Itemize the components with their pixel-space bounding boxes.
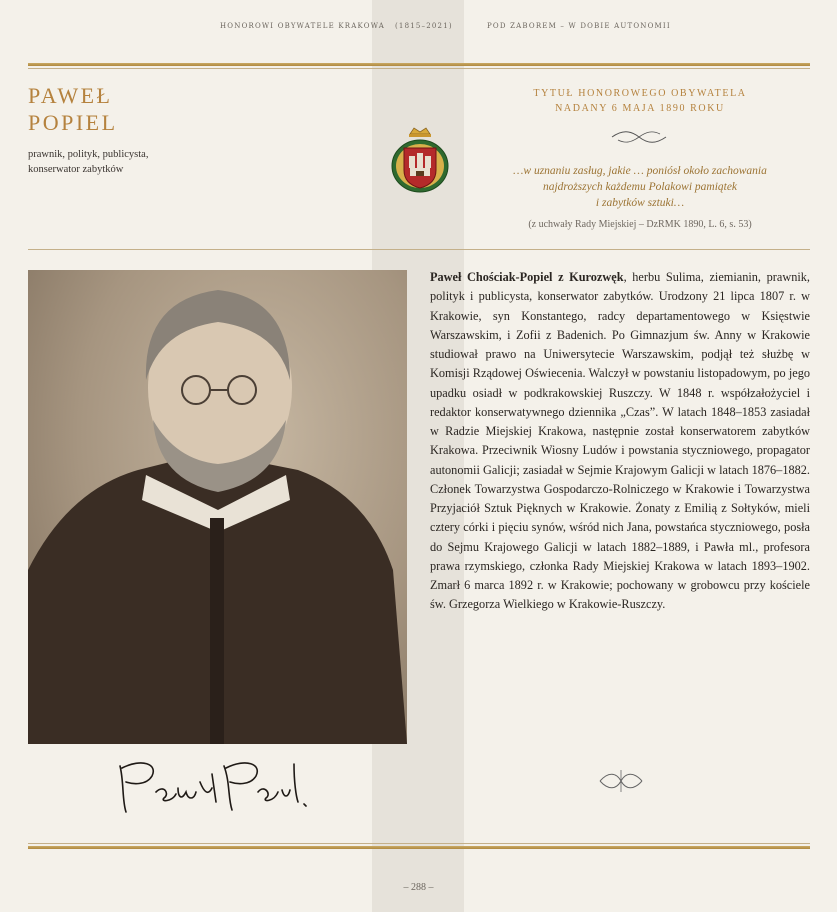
person-roles-line2: konserwator zabytków: [28, 164, 124, 175]
running-head-middle: (1815–2021): [395, 22, 453, 30]
honor-title-line1: TYTUŁ HONOROWEGO OBYWATELA: [533, 88, 747, 99]
biography-text: [430, 268, 810, 615]
bottom-rule-thin: [28, 843, 810, 844]
person-name: [28, 82, 118, 136]
person-name-line2: POPIEL: [28, 110, 118, 135]
top-rule-thin: [28, 68, 810, 69]
running-head-right: POD ZABOREM – W DOBIE AUTONOMII: [487, 22, 671, 30]
biography-lead: Paweł Chościak-Popiel z Kurozwęk: [430, 270, 624, 284]
top-rule: [28, 63, 810, 66]
honor-title: [470, 86, 810, 116]
honor-quote-line2: najdroższych każdemu Polakowi pamiątek: [542, 181, 738, 193]
honor-quote-line3: i zabytków sztuki…: [595, 197, 685, 209]
portrait-photo: [28, 270, 407, 744]
flourish-ornament-icon: [608, 128, 670, 146]
honor-quote: [470, 163, 810, 211]
person-roles-line1: prawnik, polityk, publicysta,: [28, 149, 149, 160]
honor-citation: (z uchwały Rady Miejskiej – DzRMK 1890, L. 6, s. 53): [528, 219, 752, 230]
bottom-rule: [28, 846, 810, 849]
section-rule: [28, 249, 810, 250]
krakow-coat-of-arms-icon: [388, 126, 452, 194]
bottom-ornament-icon: [596, 768, 646, 794]
portrait-figure-icon: [28, 270, 407, 744]
running-head-left: HONOROWI OBYWATELE KRAKOWA: [220, 22, 385, 30]
honor-title-line2: NADANY 6 MAJA 1890 ROKU: [555, 103, 725, 114]
person-name-line1: PAWEŁ: [28, 83, 113, 108]
biography-body: , herbu Sulima, ziemianin, prawnik, polityk i publicysta, konserwator zabytków. Urodzony 21 lipca 1807 r. w Krakowie, syn Konstantego, radcy departamentowego w Księstwie Warszawskim, i Zofii z Badenich. Po Gimnazjum św. Anny w Krakowie studiował prawo na Uniwersytecie Warszawskim, podjął też służbę w Komisji Rządowej Oświecenia. Walczył w powstaniu listopadowym, po jego upadku osiadł w podkrakowskiej Ruszczy. W 1848 r. współzałożyciel i redaktor konserwatywnego dziennika „Czas”. W latach 1848–1853 zasiadał w Radzie Miejskiej Krakowa, następnie został konserwatorem zabytków Krakowa. Przeciwnik Wiosny Ludów i powstania styczniowego, propagator autonomii Galicji; zasiadał w Sejmie Krajowym Galicji w latach 1876–1882. Członek Towarzystwa Gospodarczo-Rolniczego w Krakowie i Towarzystwa Przyjaciół Sztuk Pięknych w Krakowie. Żonaty z Emilią z Sołtyków, mieli cztery córki i pięciu synów, wśród nich Jana, powstańca styczniowego, posła do Sejmu Krajowego Galicji w latach 1882–1889, i Pawła ml., profesora prawa rzymskiego, członka Rady Miejskiej Krakowa w latach 1893–1902. Zmarł 6 marca 1892 r. w Krakowie; pochowany w grobowcu przy kościele św. Grzegorza Wielkiego w Krakowie-Ruszczy.: [430, 270, 810, 612]
person-roles: [28, 147, 228, 177]
handwritten-signature: [112, 752, 322, 818]
honor-quote-line1: …w uznaniu zasług, jakie … poniósł około zachowania: [513, 165, 767, 177]
page-number: – 288 –: [403, 882, 434, 893]
